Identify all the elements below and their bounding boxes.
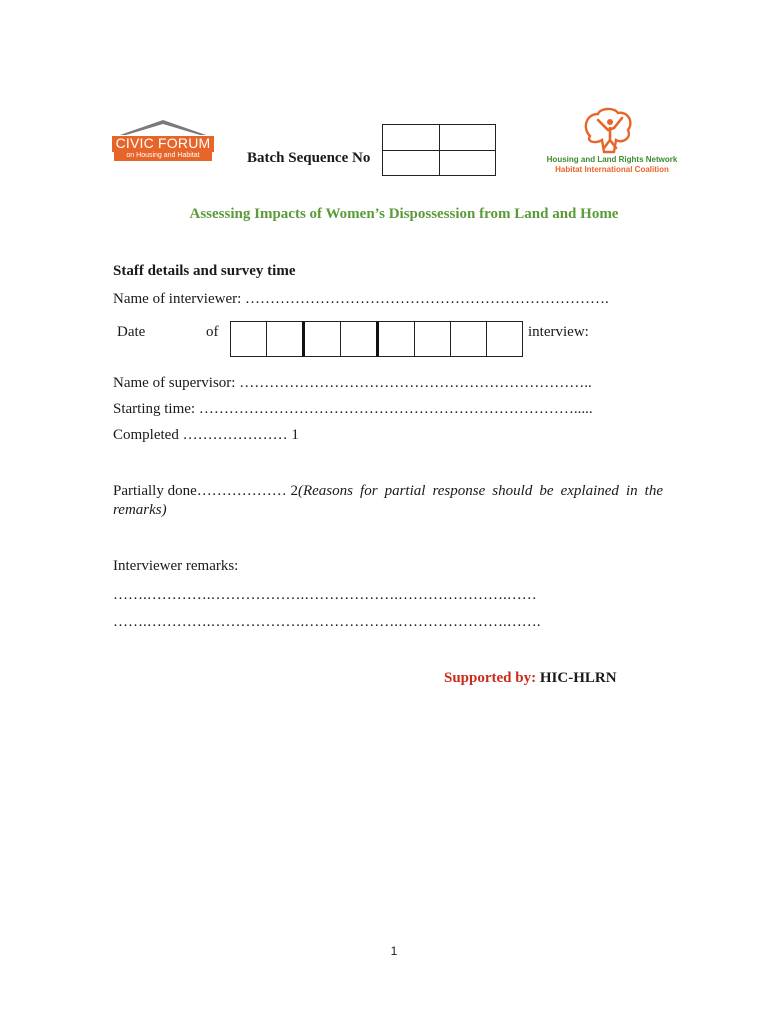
- hlrn-name: Housing and Land Rights Network: [546, 155, 678, 164]
- remarks-line-2[interactable]: …….………….……………….……………….………………….…….: [113, 614, 541, 630]
- supported-by-value: HIC-HLRN: [539, 670, 617, 686]
- batch-sequence-label: Batch Sequence No: [247, 150, 371, 166]
- batch-cell[interactable]: [439, 150, 496, 176]
- civic-forum-title: CIVIC FORUM: [115, 135, 211, 151]
- starting-time-field[interactable]: Starting time: ………………………………………………………………….....: [113, 401, 593, 417]
- batch-sequence-grid[interactable]: [382, 124, 496, 176]
- date-cell[interactable]: [414, 321, 450, 357]
- interview-label: interview:: [528, 324, 589, 340]
- date-of-interview-grid[interactable]: [230, 321, 523, 357]
- date-cell[interactable]: [486, 321, 523, 357]
- date-cell[interactable]: [376, 321, 414, 357]
- batch-cell[interactable]: [439, 125, 496, 151]
- date-cell[interactable]: [302, 321, 340, 357]
- supported-by-label: Supported by:: [444, 670, 537, 686]
- partial-reason-text: (Reasons for partial response should be explained in the: [297, 483, 663, 499]
- partial-reason-text-cont: remarks): [113, 502, 167, 518]
- completed-option[interactable]: Completed ………………… 1: [113, 427, 299, 443]
- batch-cell[interactable]: [383, 150, 440, 176]
- hlrn-subtitle: Habitat International Coalition: [555, 165, 669, 174]
- section-title: Staff details and survey time: [113, 263, 296, 279]
- date-of-label: of: [206, 324, 219, 340]
- remarks-line-1[interactable]: …….………….……………….……………….………………….……: [113, 587, 537, 603]
- date-cell[interactable]: [266, 321, 302, 357]
- hlrn-tree-person-logo: [580, 106, 636, 156]
- partially-done-option[interactable]: [113, 482, 663, 520]
- document-title: Assessing Impacts of Women’s Dispossession from Land and Home: [189, 206, 619, 222]
- date-cell[interactable]: [450, 321, 486, 357]
- date-cell[interactable]: [230, 321, 266, 357]
- date-label: Date: [117, 324, 146, 340]
- page-number: 1: [390, 944, 398, 958]
- supervisor-field[interactable]: Name of supervisor: ……………………………………………………………..: [113, 375, 592, 391]
- civic-forum-subtitle: on Housing and Habitat: [126, 152, 200, 159]
- supported-by: [444, 670, 617, 687]
- batch-cell[interactable]: [383, 125, 440, 151]
- date-cell[interactable]: [340, 321, 376, 357]
- interviewer-remarks-label: Interviewer remarks:: [113, 558, 239, 574]
- interviewer-field[interactable]: Name of interviewer: ……………………………………………………………….: [113, 291, 609, 307]
- partially-done-label: Partially done……………… 2: [113, 483, 298, 499]
